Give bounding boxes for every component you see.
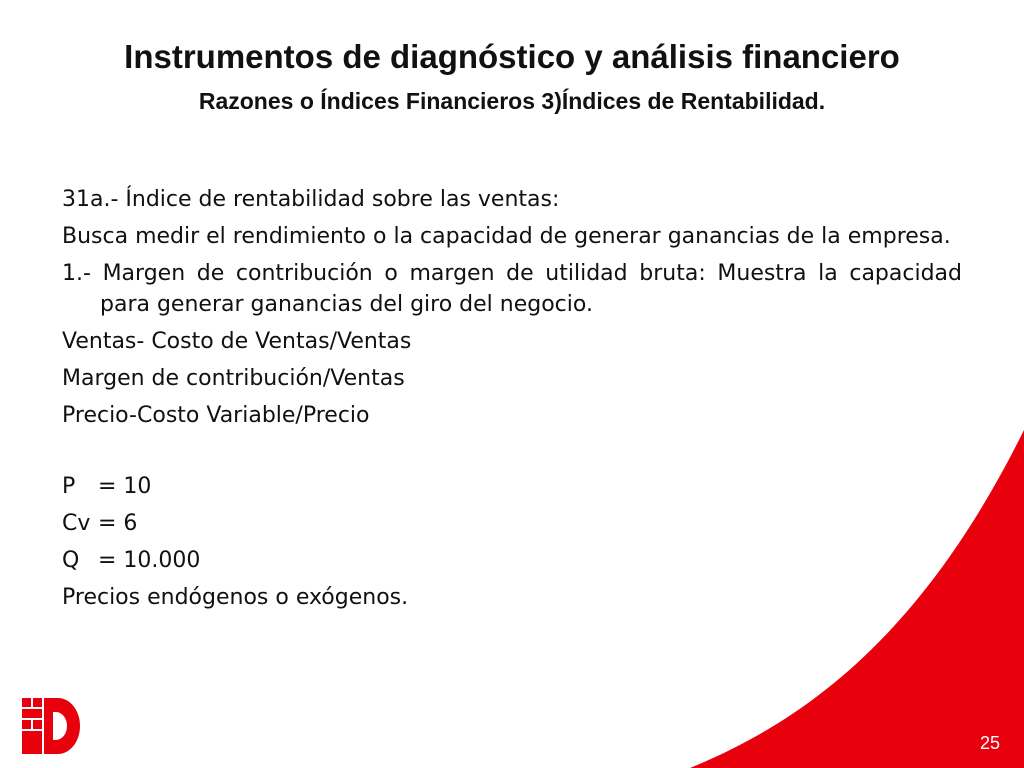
slide-subtitle: Razones o Índices Financieros 3)Índices de Rentabilidad. [198,88,826,114]
spacer [62,437,962,471]
line-closing: Precios endógenos o exógenos. [62,585,409,610]
slide-body [62,184,962,619]
line-formula-1: Ventas- Costo de Ventas/Ventas [62,329,412,354]
line-formula-3: Precio-Costo Variable/Precio [62,403,370,428]
line-formula-2: Margen de contribución/Ventas [62,366,405,391]
variable-value: = 10.000 [98,548,201,573]
variable-label: Cv [62,511,91,536]
line-heading: 31a.- Índice de rentabilidad sobre las ventas: [62,187,560,212]
red-logo-icon [22,698,80,754]
variable-label: Q [62,548,80,573]
variable-value: = 10 [98,474,152,499]
line-margin-definition: 1.- Margen de contribución o margen de utilidad bruta: Muestra la capacidad para generar ganancias del giro del negocio. [62,261,962,317]
line-description: Busca medir el rendimiento o la capacidad de generar ganancias de la empresa. [62,224,951,249]
page-number: 25 [979,733,1000,753]
variable-label: P [62,474,76,499]
variables-list [62,471,962,576]
variable-value: = 6 [98,511,138,536]
slide-title: Instrumentos de diagnóstico y análisis financiero [124,38,900,75]
